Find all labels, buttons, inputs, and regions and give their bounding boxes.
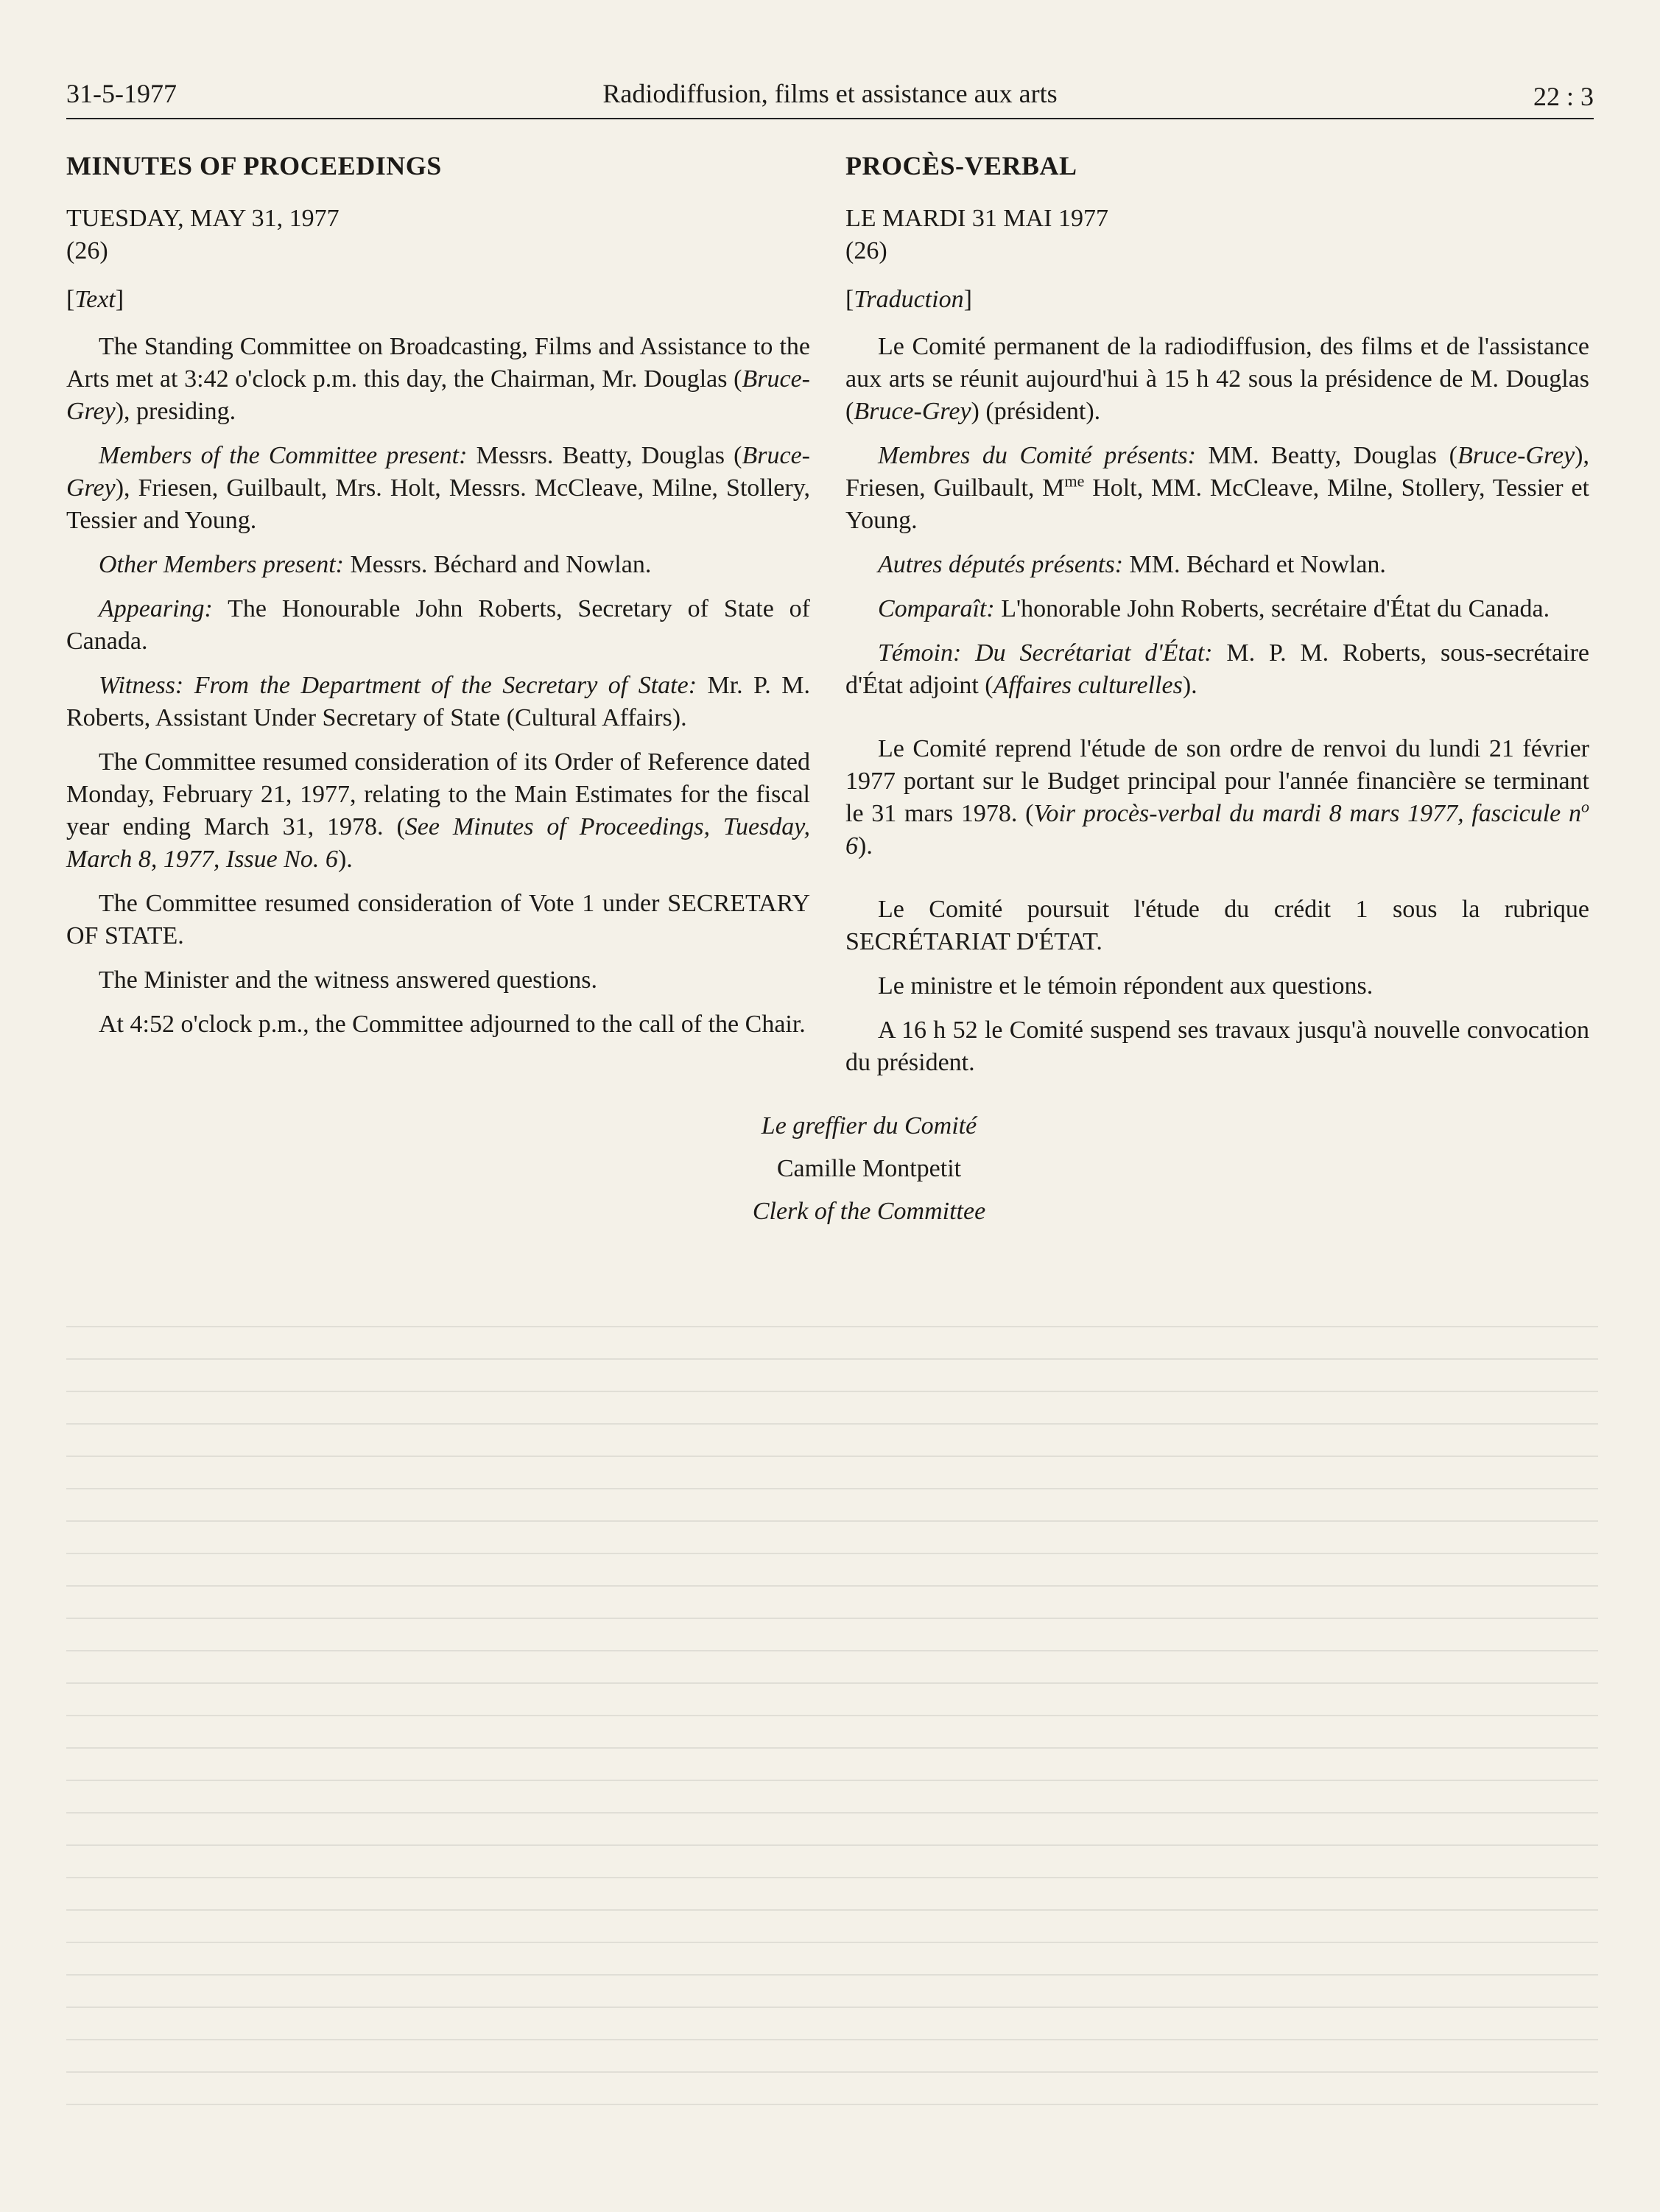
french-dateline <box>845 203 1589 267</box>
french-members-b: ), Friesen, Guilbault, M <box>845 442 1589 502</box>
french-members-a: MM. Beatty, Douglas ( <box>1195 442 1457 469</box>
header-title: Radiodiffusion, films et assistance aux arts <box>602 79 1058 108</box>
english-members-riding: Bruce-Grey <box>66 442 810 502</box>
french-opening-text: Le Comité permanent de la radiodiffusion, des films et de l'assistance aux arts se réunit aujourd'hui à 15 h 42 sous la présidence de M. Douglas ( <box>845 333 1589 425</box>
english-order-of-reference <box>66 746 810 876</box>
french-other-label: Autres députés présents: <box>878 551 1124 578</box>
french-members-sup: me <box>1064 471 1085 491</box>
english-other-members <box>66 549 810 581</box>
english-members-a: Messrs. Beatty, Douglas ( <box>467 442 742 469</box>
french-witness-label: Témoin: Du Secrétariat d'État: <box>878 639 1213 667</box>
english-members-b: ), Friesen, Guilbault, Mrs. Holt, Messrs. McCleave, Milne, Stollery, Tessier and Young. <box>66 474 810 534</box>
french-appearing <box>845 593 1589 625</box>
french-appearing-text: L'honorable John Roberts, secrétaire d'État du Canada. <box>994 595 1550 622</box>
french-reference-text: Le Comité reprend l'étude de son ordre de renvoi du lundi 21 février 1977 portant sur le Budget principal pour l'année financière se terminant le 31 mars 1978. ( <box>845 735 1589 827</box>
english-witness-text: Mr. P. M. Roberts, Assistant Under Secretary of State (Cultural Affairs). <box>66 672 810 731</box>
english-date: TUESDAY, MAY 31, 1977 <box>66 205 340 232</box>
french-column <box>845 144 1589 1091</box>
french-sitting-number: (26) <box>845 237 887 264</box>
french-members-c: Holt, MM. McCleave, Milne, Stollery, Tessier et Young. <box>845 474 1589 534</box>
clerk-name: Camille Montpetit <box>776 1155 962 1182</box>
header-date: 31-5-1977 <box>66 79 177 108</box>
french-reference-see: Voir procès-verbal du mardi 8 mars 1977, fascicule n <box>1033 800 1582 827</box>
english-opening-paragraph <box>66 331 810 428</box>
french-date: LE MARDI 31 MAI 1977 <box>845 205 1108 232</box>
english-sitting-number: (26) <box>66 237 108 264</box>
french-reference-end: ). <box>858 832 873 860</box>
french-riding: Bruce-Grey <box>854 398 971 425</box>
english-witness-label: Witness: From the Department of the Secretary of State: <box>99 672 697 699</box>
french-members-present <box>845 440 1589 537</box>
french-text-label: [ Traduction ] <box>845 284 1589 316</box>
english-members-present <box>66 440 810 537</box>
english-other-label: Other Members present: <box>99 551 344 578</box>
english-vote: The Committee resumed consideration of Vote 1 under SECRETARY OF STATE. <box>66 890 810 949</box>
french-order-of-reference <box>845 733 1589 863</box>
english-appearing-label: Appearing: <box>99 595 213 622</box>
french-spacer <box>845 714 1589 733</box>
french-answered: Le ministre et le témoin répondent aux questions. <box>878 972 1374 1000</box>
english-reference-text: The Committee resumed consideration of its Order of Reference dated Monday, February 21, 1977, relating to the Main Estimates for the fiscal year ending March 31, 1978. ( <box>66 748 810 840</box>
english-appearing-text: The Honourable John Roberts, Secretary of State of Canada. <box>66 595 810 655</box>
english-text-label: [ Text ] <box>66 284 810 316</box>
french-appearing-label: Comparaît: <box>878 595 995 622</box>
french-opening-paragraph <box>845 331 1589 428</box>
english-reference-see: See Minutes of Proceedings, Tuesday, March 8, 1977, Issue No. 6 <box>66 813 810 873</box>
french-reference-issue: 6 <box>845 832 858 860</box>
english-opening-text: The Standing Committee on Broadcasting, Films and Assistance to the Arts met at 3:42 o'clock p.m. this day, the Chairman, Mr. Douglas ( <box>66 333 810 393</box>
french-opening-end: ) (président). <box>971 398 1101 425</box>
page-header <box>66 74 1594 119</box>
french-heading: PROCÈS-VERBAL <box>845 151 1077 180</box>
french-witness <box>845 637 1589 702</box>
english-appearing <box>66 593 810 658</box>
french-vote: Le Comité poursuit l'étude du crédit 1 sous la rubrique SECRÉTARIAT D'ÉTAT. <box>845 896 1589 955</box>
english-heading: MINUTES OF PROCEEDINGS <box>66 151 442 180</box>
clerk-title-french: Le greffier du Comité <box>761 1112 977 1140</box>
english-answered: The Minister and the witness answered questions. <box>99 966 598 994</box>
french-witness-text-a: M. P. M. Roberts, sous-secrétaire d'État adjoint ( <box>845 639 1589 699</box>
english-other-text: Messrs. Béchard and Nowlan. <box>344 551 652 578</box>
english-dateline <box>66 203 810 267</box>
french-members-label: Membres du Comité présents: <box>878 442 1196 469</box>
french-members-riding: Bruce-Grey <box>1457 442 1575 469</box>
french-spacer-2 <box>845 874 1589 893</box>
english-column <box>66 144 810 1053</box>
header-page-number: 22 : 3 <box>1533 82 1594 111</box>
signature-block <box>678 1105 1061 1233</box>
english-riding: Bruce-Grey <box>66 365 810 425</box>
french-witness-text-b: ). <box>1182 672 1197 699</box>
english-witness <box>66 670 810 734</box>
french-adjourned: A 16 h 52 le Comité suspend ses travaux jusqu'à nouvelle convocation du président. <box>845 1017 1589 1076</box>
english-adjourned: At 4:52 o'clock p.m., the Committee adjourned to the call of the Chair. <box>99 1011 806 1038</box>
french-witness-affairs: Affaires culturelles <box>993 672 1183 699</box>
french-other-text: MM. Béchard et Nowlan. <box>1123 551 1386 578</box>
english-members-label: Members of the Committee present: <box>99 442 468 469</box>
french-reference-sup: o <box>1581 797 1590 816</box>
english-opening-end: ), presiding. <box>115 398 236 425</box>
french-other-members <box>845 549 1589 581</box>
bleed-through-texture <box>66 1326 1598 2136</box>
clerk-title-english: Clerk of the Committee <box>752 1198 986 1225</box>
english-reference-end: ). <box>337 846 353 873</box>
